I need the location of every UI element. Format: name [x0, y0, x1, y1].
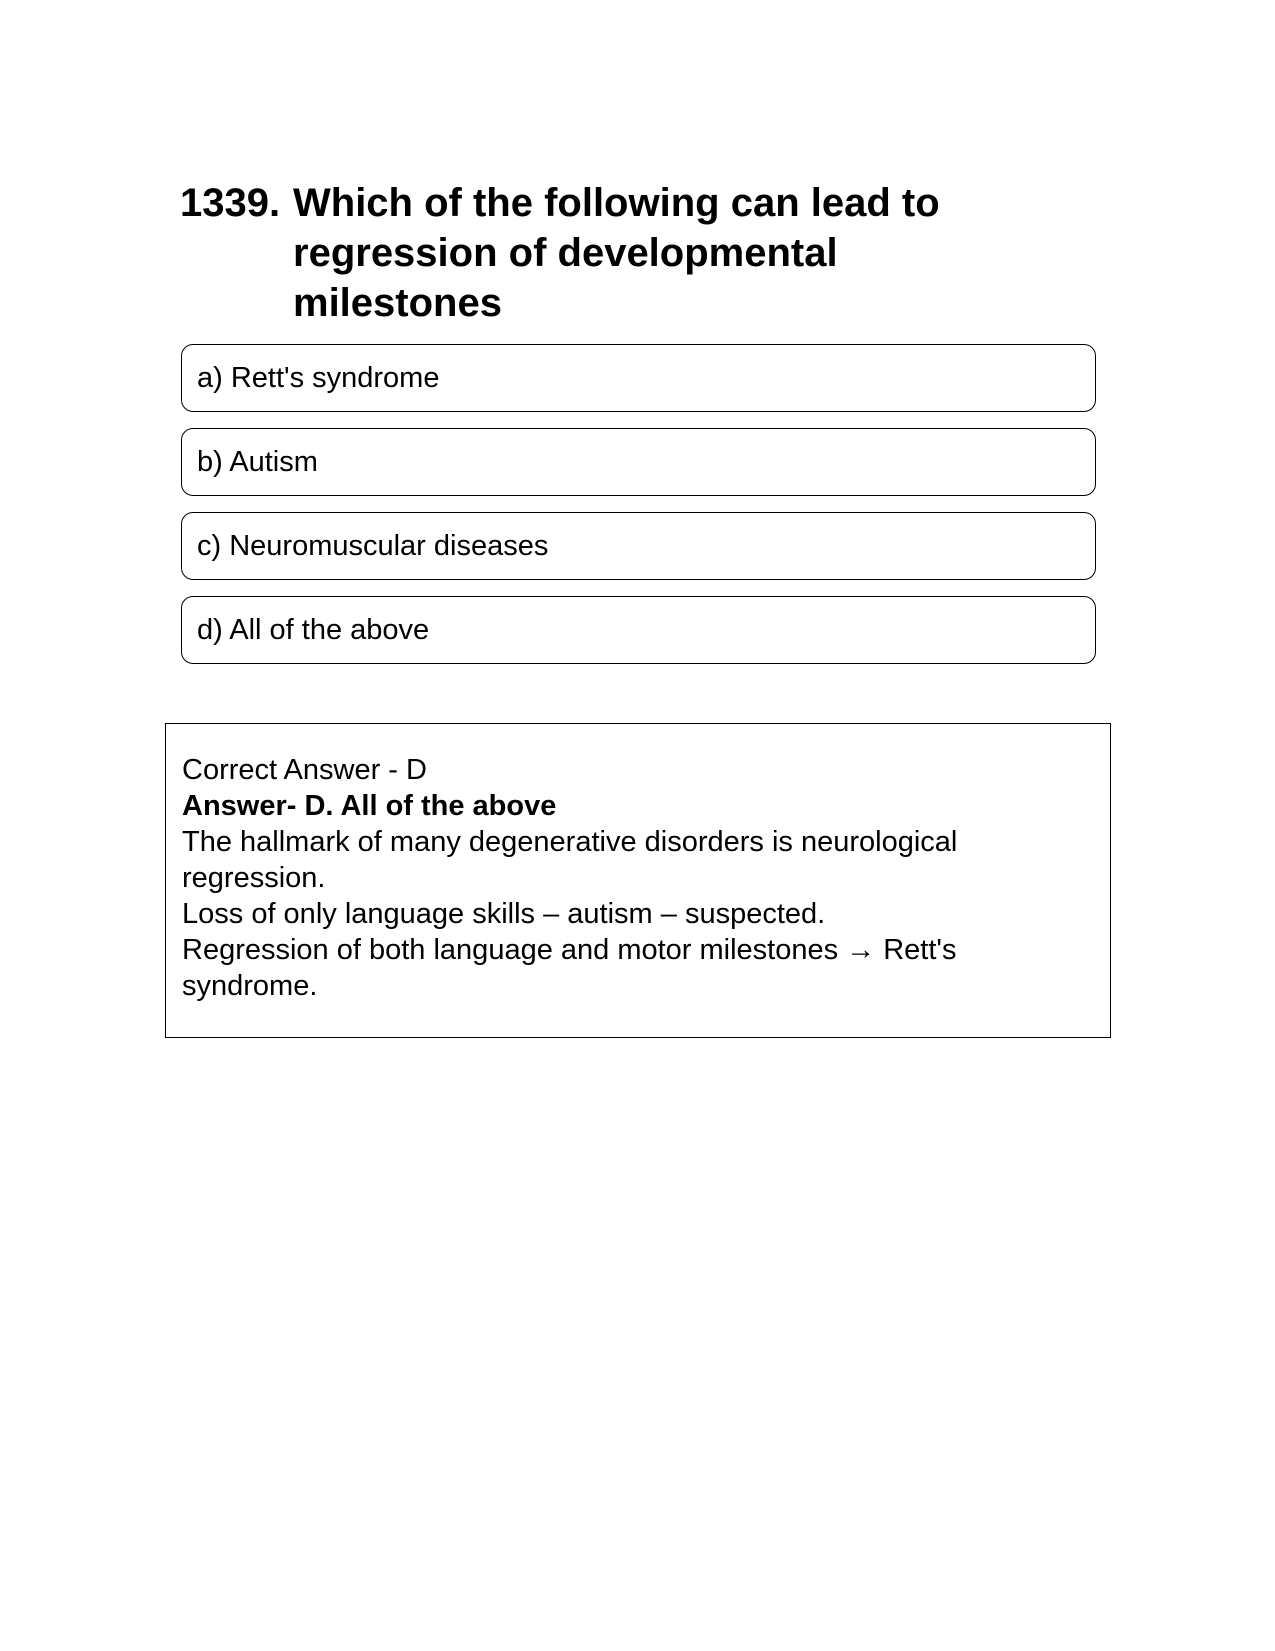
question-number: 1339. — [180, 181, 281, 225]
option-c[interactable]: c) Neuromuscular diseases — [181, 512, 1096, 580]
answer-heading: Answer- D. All of the above — [182, 790, 557, 822]
explanation-line-1: The hallmark of many degenerative disorders is neurological regression. — [182, 826, 958, 894]
options-list — [181, 344, 1096, 680]
question-text: Which of the following can lead to regression of developmental milestones — [293, 181, 940, 325]
question-header — [180, 178, 1020, 328]
explanation-line-3: Regression of both language and motor milestones → Rett's syndrome. — [182, 934, 957, 1002]
answer-explanation-box — [165, 723, 1111, 1038]
option-b[interactable]: b) Autism — [181, 428, 1096, 496]
option-a[interactable]: a) Rett's syndrome — [181, 344, 1096, 412]
explanation-line-2: Loss of only language skills – autism – suspected. — [182, 898, 826, 930]
option-d[interactable]: d) All of the above — [181, 596, 1096, 664]
correct-answer-line: Correct Answer - D — [182, 754, 427, 786]
